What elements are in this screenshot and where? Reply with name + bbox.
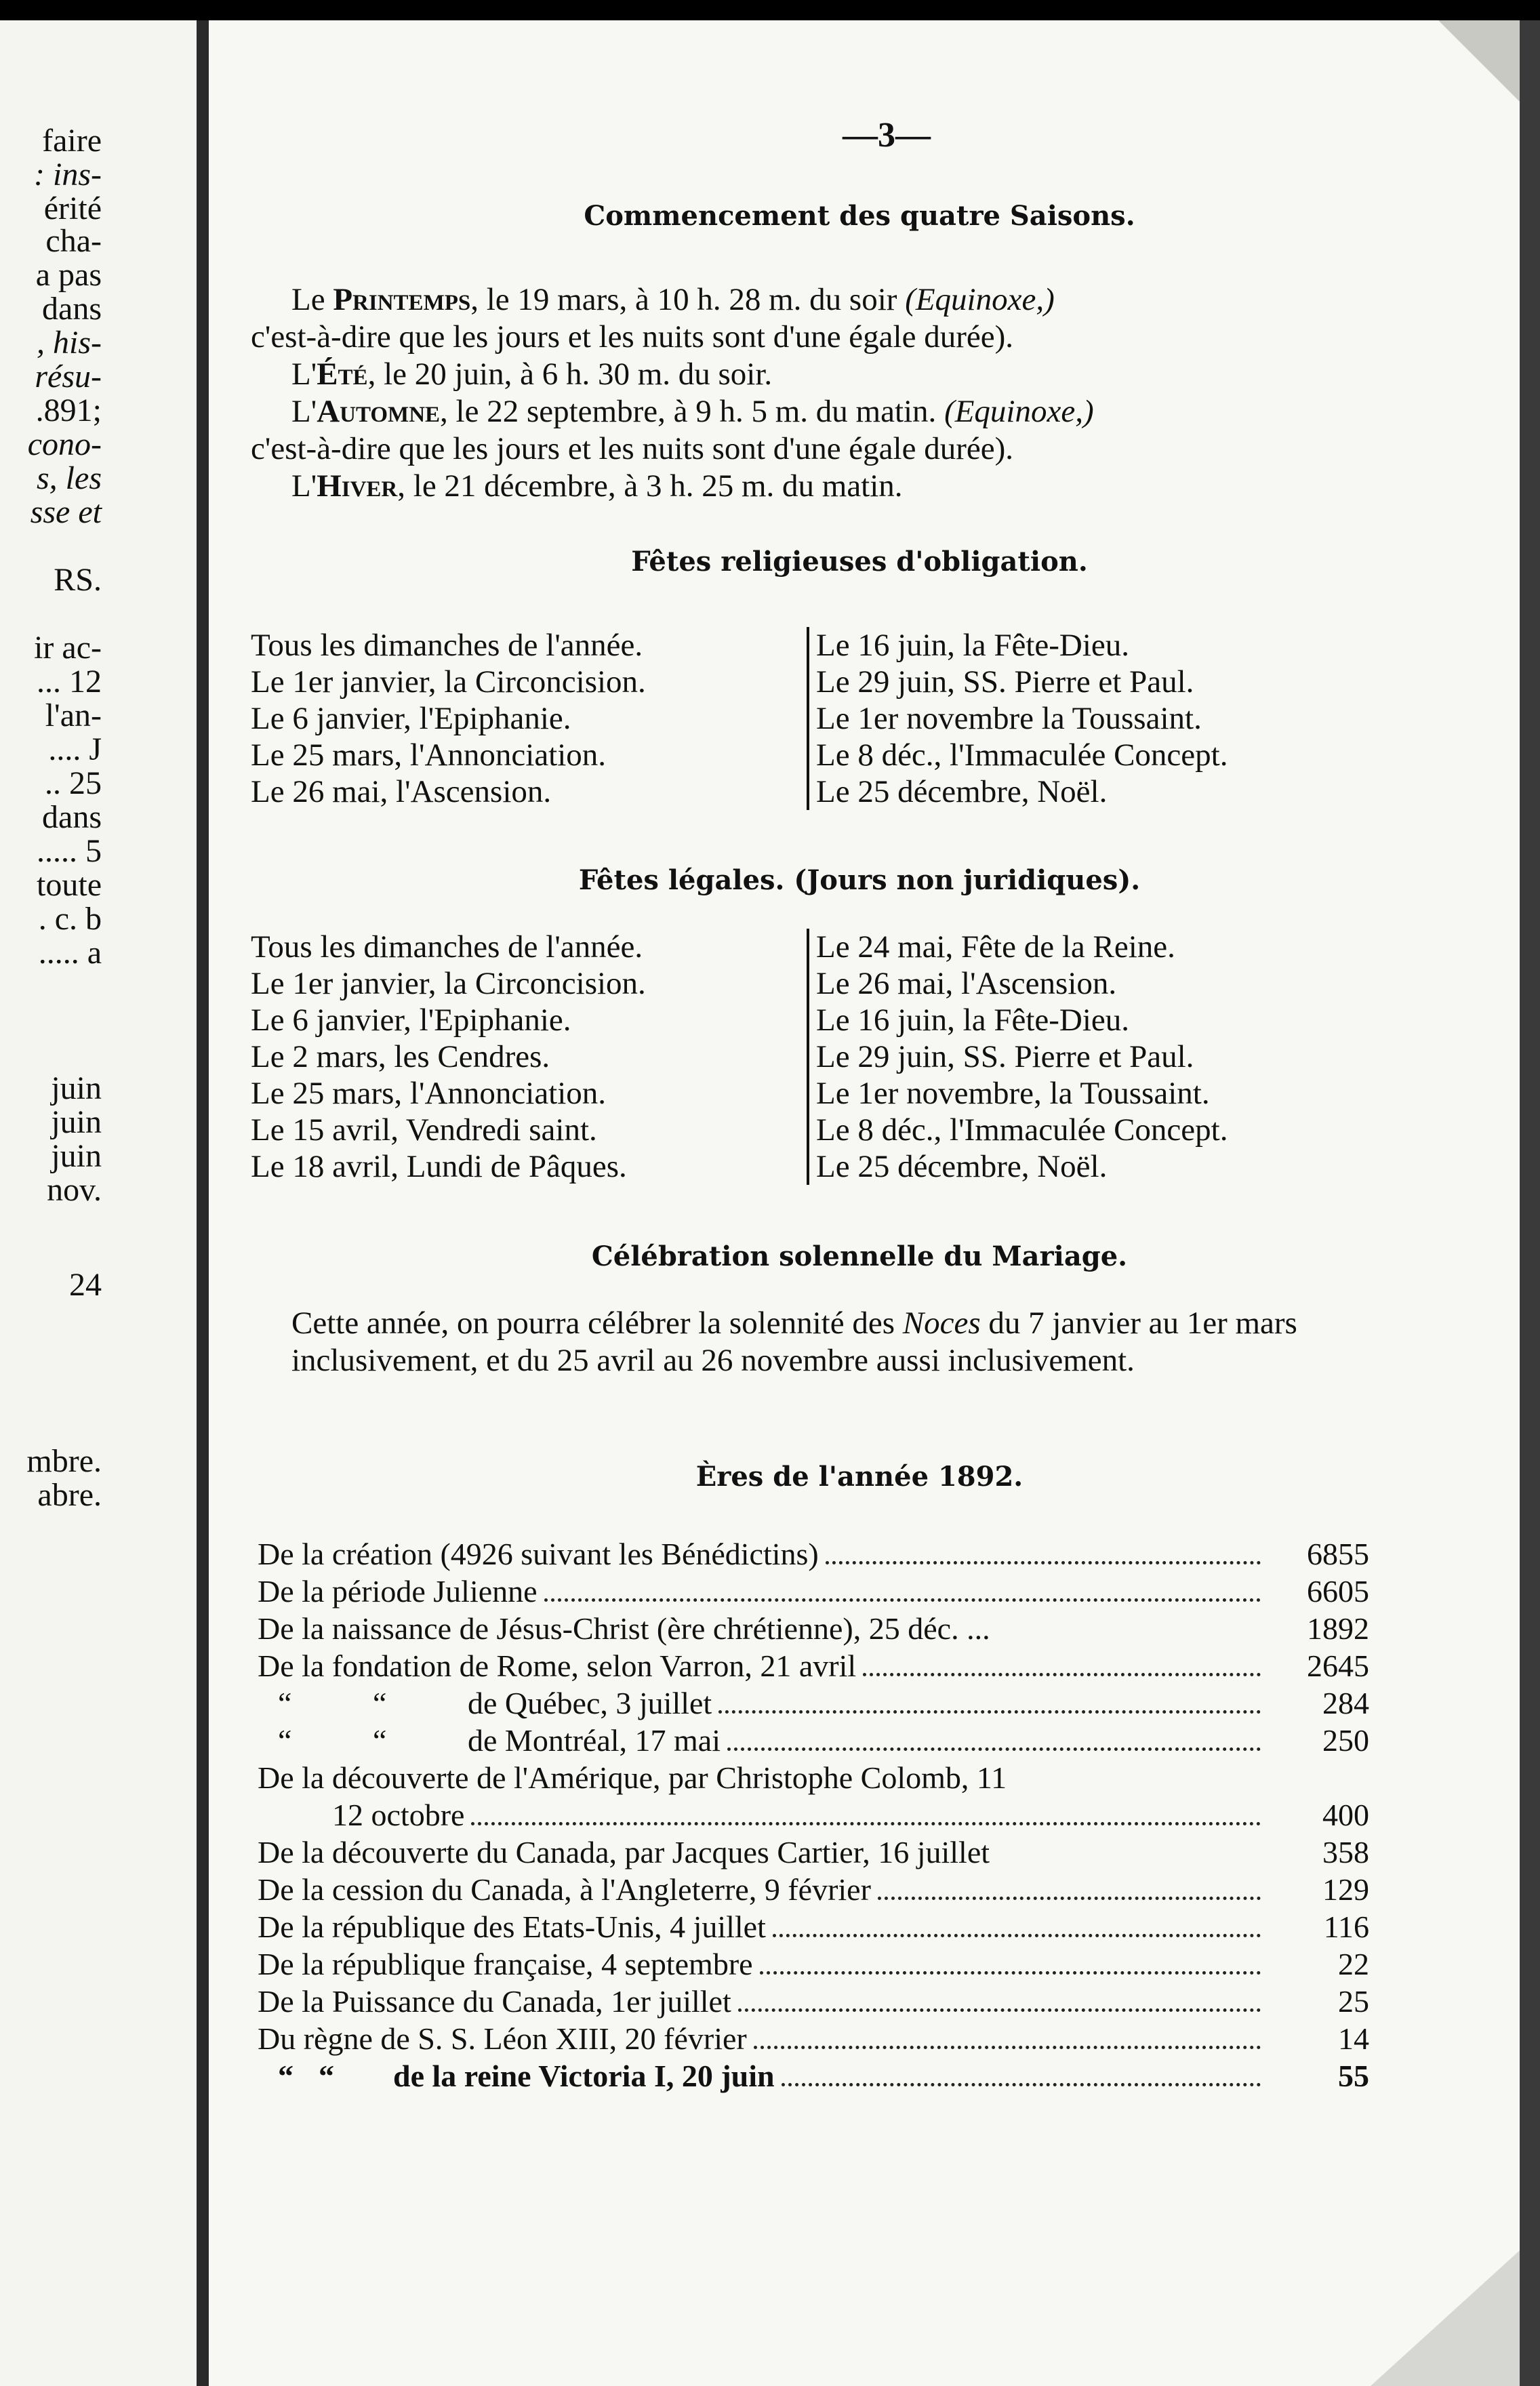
leader-dots (727, 1747, 1261, 1751)
equinoxe-note: (Equinoxe,) (944, 394, 1094, 429)
era-row (258, 1535, 1369, 1573)
religieuses-right-column (807, 627, 1228, 810)
legales-right-column (807, 929, 1228, 1185)
era-row (258, 1871, 1369, 1908)
era-label-text: de Montréal, 17 mai (468, 1723, 721, 1758)
era-label: De la naissance de Jésus-Christ (ère chrétienne), 25 déc. ... (258, 1611, 990, 1646)
era-label (258, 1684, 712, 1722)
religious-holiday-item: Le 26 mai, l'Ascension. (251, 774, 552, 809)
equinoxe-note: (Equinoxe,) (905, 282, 1055, 317)
margin-fragment: faire (42, 123, 102, 159)
margin-fragment: ... 12 (37, 664, 102, 700)
margin-fragment: juin (51, 1104, 102, 1140)
legal-holiday-item: Le 26 mai, l'Ascension. (816, 966, 1117, 1001)
saisons-text: , le 19 mars, à 10 h. 28 m. du soir (470, 282, 906, 317)
era-label (258, 2057, 775, 2095)
religious-holiday-item: Le 25 mars, l'Annonciation. (251, 737, 607, 773)
margin-fragment: .... J (48, 731, 102, 767)
leader-dots (718, 1710, 1261, 1714)
margin-fragment: , his- (37, 325, 102, 361)
mariage-paragraph (251, 1305, 1362, 1379)
era-row (258, 1945, 1369, 1983)
season-name: Été (317, 357, 368, 392)
corner-fold-bottom (1371, 2250, 1520, 2386)
margin-fragment: . c. b (38, 901, 102, 937)
era-value: 6605 (1307, 1574, 1369, 1609)
era-label: 12 octobre (332, 1798, 465, 1832)
saisons-text: c'est-à-dire que les jours et les nuits sont d'une égale durée). (251, 431, 1013, 466)
era-value: 129 (1322, 1872, 1369, 1907)
legal-holiday-item: Le 6 janvier, l'Epiphanie. (251, 1003, 571, 1038)
legal-holiday-item: Le 16 juin, la Fête-Dieu. (816, 1003, 1130, 1038)
leader-dots (782, 2083, 1261, 2086)
era-value: 400 (1322, 1798, 1369, 1832)
era-row (258, 1647, 1369, 1684)
era-value: 55 (1338, 2059, 1369, 2093)
religious-holiday-item: Le 1er novembre la Toussaint. (816, 701, 1202, 736)
era-row (258, 1983, 1369, 2020)
era-row (258, 1722, 1369, 1759)
era-row (258, 1908, 1369, 1945)
margin-fragment: 24 (69, 1267, 102, 1303)
religious-holiday-item: Le 1er janvier, la Circoncision. (251, 664, 646, 700)
margin-fragment: juin (51, 1070, 102, 1106)
era-row (258, 2020, 1369, 2057)
saisons-line (251, 430, 1362, 468)
legal-holiday-item: Le 29 juin, SS. Pierre et Paul. (816, 1039, 1194, 1074)
saisons-prefix: Le (291, 282, 333, 317)
page (209, 20, 1540, 2386)
leader-dots (863, 1673, 1261, 1676)
era-label: Du règne de S. S. Léon XIII, 20 février (258, 2021, 747, 2056)
legal-holiday-item: Le 24 mai, Fête de la Reine. (816, 929, 1175, 965)
section-title-legales: Fêtes légales. (Jours non juridiques). (578, 864, 1141, 896)
era-value: 6855 (1307, 1537, 1369, 1571)
margin-fragment: dans (42, 291, 102, 327)
margin-fragment: .. 25 (45, 765, 102, 801)
era-row (258, 1684, 1369, 1722)
saisons-line (251, 356, 1362, 393)
era-row (258, 2057, 1369, 2095)
religious-holiday-item: Le 6 janvier, l'Epiphanie. (251, 701, 571, 736)
leader-dots (773, 1934, 1261, 1937)
section-title-eres: Ères de l'année 1892. (695, 1461, 1024, 1493)
saisons-text: , le 21 décembre, à 3 h. 25 m. du matin. (397, 468, 903, 504)
margin-fragment: ..... 5 (37, 833, 102, 869)
saisons-line (251, 393, 1362, 430)
legal-holiday-item: Le 25 mars, l'Annonciation. (251, 1076, 607, 1111)
era-label (258, 1722, 721, 1759)
margin-fragment: cha- (45, 223, 102, 259)
book-binding (197, 20, 209, 2386)
saisons-text: c'est-à-dire que les jours et les nuits sont d'une égale durée). (251, 319, 1013, 355)
saisons-paragraph (251, 281, 1362, 505)
era-row (258, 1573, 1369, 1610)
ditto-mark: “ (278, 2059, 293, 2093)
margin-fragment: juin (51, 1138, 102, 1174)
eres-table (258, 1535, 1369, 2095)
religious-holiday-item: Le 16 juin, la Fête-Dieu. (816, 628, 1130, 663)
section-title-saisons: Commencement des quatre Saisons. (584, 200, 1135, 232)
era-value: 14 (1338, 2021, 1369, 2056)
religious-holiday-item: Le 25 décembre, Noël. (816, 774, 1108, 809)
margin-fragment: nov. (47, 1172, 102, 1208)
leader-dots (878, 1897, 1261, 1900)
margin-fragment: l'an- (45, 697, 102, 733)
saisons-line (251, 468, 1362, 505)
margin-fragment: résu- (35, 359, 102, 395)
margin-fragment: dans (42, 799, 102, 835)
saisons-text: , le 20 juin, à 6 h. 30 m. du soir. (367, 357, 773, 392)
page-number: —3— (843, 116, 931, 155)
margin-fragment: cono- (27, 426, 102, 462)
season-name: Printemps (333, 282, 471, 317)
margin-fragment: .891; (35, 392, 102, 428)
era-value: 358 (1322, 1835, 1369, 1869)
ditto-mark: “ (319, 2059, 334, 2093)
era-value: 284 (1322, 1686, 1369, 1720)
legal-holiday-item: Le 25 décembre, Noël. (816, 1149, 1108, 1184)
saisons-line (251, 281, 1362, 319)
religious-holiday-item: Tous les dimanches de l'année. (251, 628, 643, 663)
legal-holiday-item: Le 18 avril, Lundi de Pâques. (251, 1149, 627, 1184)
margin-fragment: : ins- (34, 157, 102, 193)
legal-holiday-item: Le 2 mars, les Cendres. (251, 1039, 550, 1074)
leader-dots (544, 1598, 1261, 1602)
page-edge (1520, 20, 1540, 2386)
legales-left-column (251, 929, 646, 1185)
era-row (258, 1796, 1369, 1834)
legal-holiday-item: Le 1er novembre, la Toussaint. (816, 1076, 1210, 1111)
margin-fragment: érité (43, 190, 102, 226)
section-title-mariage: Célébration solennelle du Mariage. (591, 1240, 1128, 1272)
era-label: De la Puissance du Canada, 1er juillet (258, 1984, 731, 2019)
saisons-line (251, 319, 1362, 356)
religious-holiday-item: Le 8 déc., l'Immaculée Concept. (816, 737, 1228, 773)
era-label: De la période Julienne (258, 1574, 538, 1609)
margin-fragment: mbre. (26, 1443, 102, 1479)
margin-fragment: s, les (37, 460, 102, 496)
era-value: 116 (1323, 1909, 1369, 1944)
margin-fragment: toute (37, 867, 102, 903)
mariage-text-italic: Noces (902, 1306, 981, 1341)
era-value: 2645 (1307, 1649, 1369, 1683)
legal-holiday-item: Le 8 déc., l'Immaculée Concept. (816, 1112, 1228, 1148)
ditto-mark: “ (373, 1723, 387, 1758)
religious-holiday-item: Le 29 juin, SS. Pierre et Paul. (816, 664, 1194, 700)
season-name: Hiver (317, 468, 398, 504)
era-row (258, 1610, 1369, 1647)
leader-dots (760, 1971, 1261, 1975)
era-row (258, 1759, 1369, 1796)
era-label: De la république des Etats-Unis, 4 juillet (258, 1909, 766, 1944)
ditto-mark: “ (278, 1686, 292, 1720)
legal-holiday-item: Tous les dimanches de l'année. (251, 929, 643, 965)
era-label: De la découverte du Canada, par Jacques Cartier, 16 juillet (258, 1835, 990, 1869)
era-label: De la république française, 4 septembre (258, 1947, 753, 1981)
era-label-text: de Québec, 3 juillet (468, 1686, 712, 1720)
facing-page-fragment (0, 20, 197, 2386)
era-value: 22 (1338, 1947, 1369, 1981)
leader-dots (738, 2008, 1261, 2012)
mariage-text-after: du 7 janvier au 1er mars inclusivement, et du 25 avril au 26 novembre aussi inclusivement. (291, 1306, 1297, 1378)
leader-dots (754, 2046, 1261, 2049)
ditto-mark: “ (278, 1723, 292, 1758)
margin-fragment: abre. (37, 1477, 102, 1513)
corner-fold-top (1438, 20, 1520, 102)
saisons-prefix: L' (291, 468, 317, 504)
margin-fragment: sse et (30, 494, 102, 530)
era-value: 250 (1322, 1723, 1369, 1758)
saisons-prefix: L' (291, 357, 317, 392)
era-label: De la création (4926 suivant les Bénédictins) (258, 1537, 819, 1571)
section-title-religieuses: Fêtes religieuses d'obligation. (631, 546, 1088, 578)
era-label: De la cession du Canada, à l'Angleterre, 9 février (258, 1872, 871, 1907)
season-name: Automne (317, 394, 441, 429)
ditto-mark: “ (373, 1686, 387, 1720)
margin-fragment: RS. (54, 562, 102, 598)
saisons-prefix: L' (291, 394, 317, 429)
era-value: 1892 (1307, 1611, 1369, 1646)
legal-holiday-item: Le 1er janvier, la Circoncision. (251, 966, 646, 1001)
era-label-text: de la reine Victoria I, 20 juin (393, 2059, 775, 2093)
leader-dots (471, 1822, 1261, 1825)
religieuses-left-column (251, 627, 646, 810)
era-label: De la fondation de Rome, selon Varron, 21 avril (258, 1649, 857, 1683)
margin-fragment: ..... a (38, 935, 102, 971)
margin-fragment: ir ac- (34, 630, 102, 666)
mariage-text-before: Cette année, on pourra célébrer la solennité des (291, 1306, 903, 1341)
legal-holiday-item: Le 15 avril, Vendredi saint. (251, 1112, 597, 1148)
era-label: De la découverte de l'Amérique, par Christophe Colomb, 11 (258, 1760, 1007, 1795)
leader-dots (826, 1561, 1261, 1564)
saisons-text: , le 22 septembre, à 9 h. 5 m. du matin. (440, 394, 945, 429)
margin-fragment: a pas (35, 257, 102, 293)
era-value: 25 (1338, 1984, 1369, 2019)
era-row (258, 1834, 1369, 1871)
